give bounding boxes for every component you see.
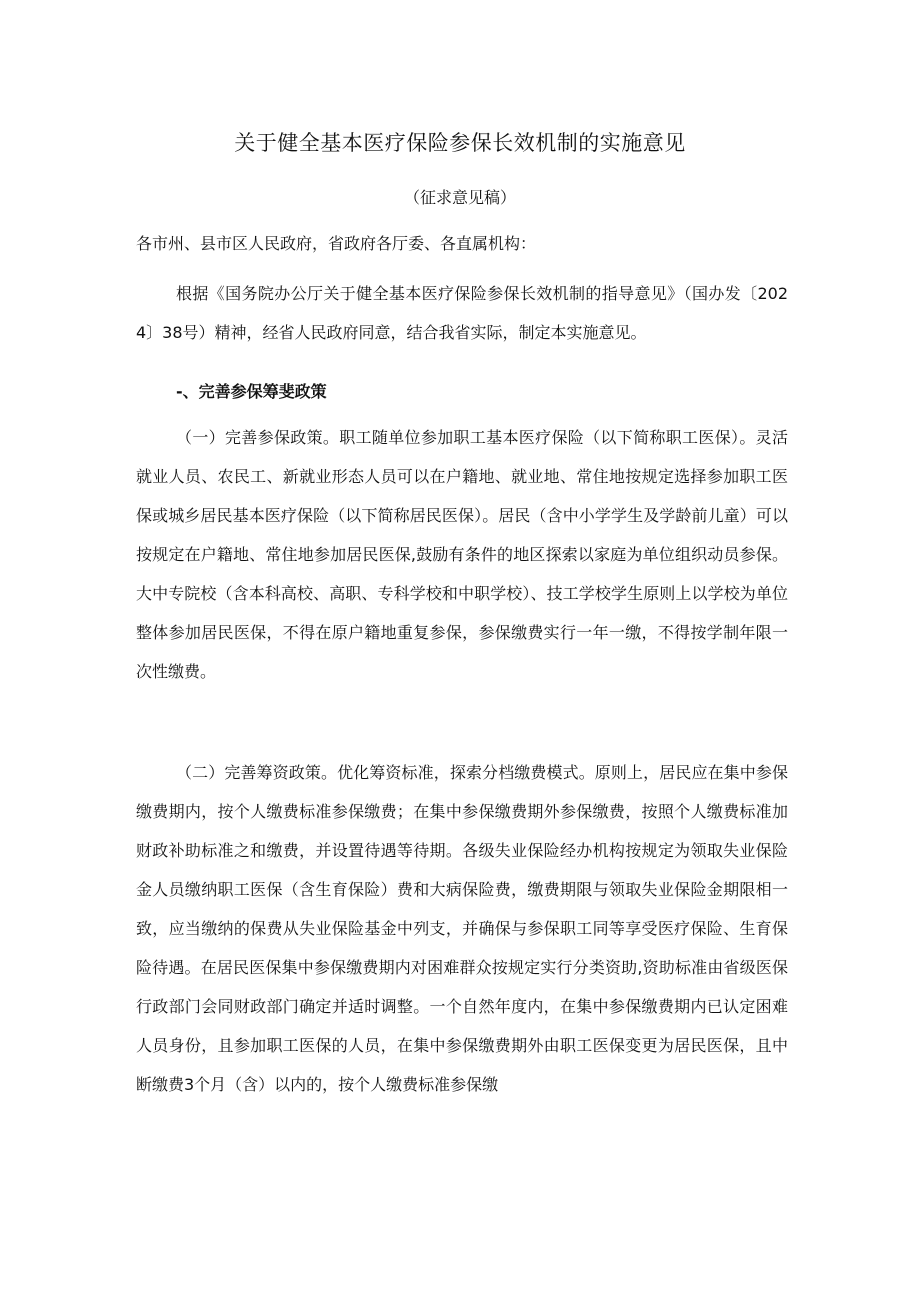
- document-title: 关于健全基本医疗保险参保长效机制的实施意见: [234, 131, 686, 155]
- paragraph-funding-policy: （二）完善筹资政策。优化筹资标准，探索分档缴费模式。原则上，居民应在集中参保缴费期内，按个人缴费标准参保缴费；在集中参保缴费期外参保缴费，按照个人缴费标准加财政补助标准之和缴费，并设置待遇等待期。各级失业保险经办机构按规定为领取失业保险金人员缴纳职工医保（含生育保险）费和大病保险费，缴费期限与领取失业保险金期限相一致，应当缴纳的保费从失业保险基金中列支，并确保与参保职工同等享受医疗保险、生育保险待遇。在居民医保集中参保缴费期内对困难群众按规定实行分类资助,资助标准由省级医保行政部门会同财政部门确定并适时调整。一个自然年度内，在集中参保缴费期内已认定困难人员身份，且参加职工医保的人员，在集中参保缴费期外由职工医保变更为居民医保，且中断缴费3个月（含）以内的，按个人缴费标准参保缴: [136, 763, 788, 1094]
- document-subtitle: （征求意见稿）: [403, 188, 516, 207]
- paragraph-participation-policy: （一）完善参保政策。职工随单位参加职工基本医疗保险（以下简称职工医保）。灵活就业人员、农民工、新就业形态人员可以在户籍地、就业地、常住地按规定选择参加职工医保或城乡居民基本医疗保险（以下简称居民医保）。居民（含中小学学生及学龄前儿童）可以按规定在户籍地、常住地参加居民医保,鼓励有条件的地区探索以家庭为单位组织动员参保。大中专院校（含本科高校、高职、专科学校和中职学校）、技工学校学生原则上以学校为单位整体参加居民医保，不得在原户籍地重复参保，参保缴费实行一年一缴，不得按学制年限一次性缴费。: [136, 428, 788, 681]
- section-heading: -、完善参保筹斐政策: [176, 382, 327, 401]
- intro-paragraph: 根据《国务院办公厅关于健全基本医疗保险参保长效机制的指导意见》（国办发〔2024〕38号）精神，经省人民政府同意，结合我省实际，制定本实施意见。: [136, 284, 788, 342]
- salutation: 各市州、县市区人民政府，省政府各厅委、各直属机构：: [136, 234, 537, 253]
